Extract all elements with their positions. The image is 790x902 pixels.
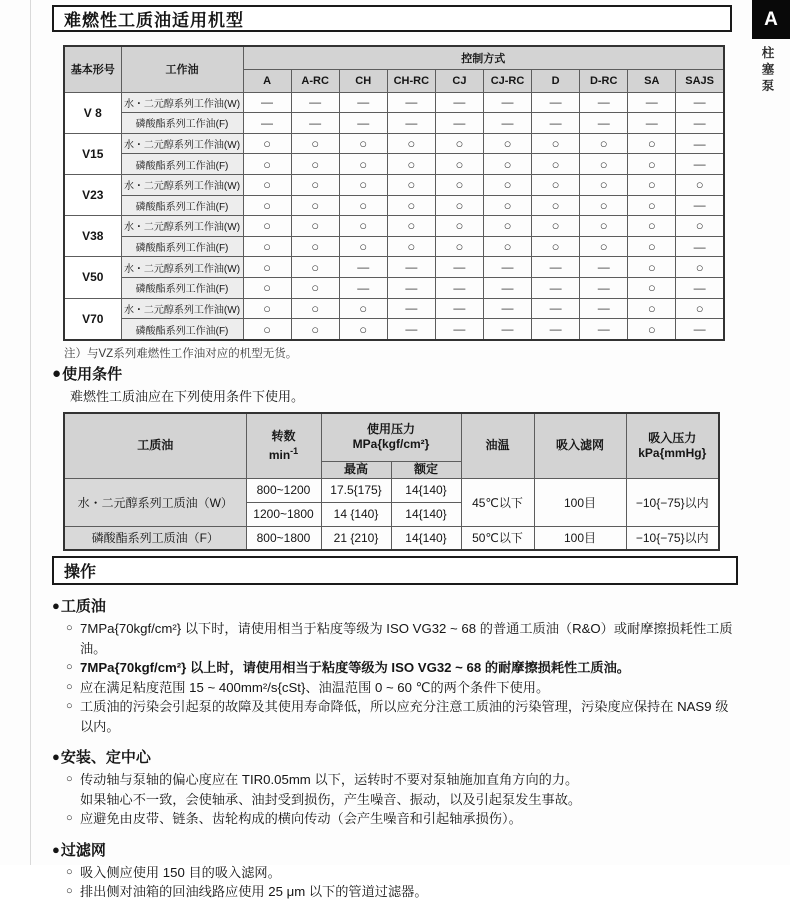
availability-cell: ○ (628, 277, 676, 298)
control-column-header: CH-RC (387, 69, 435, 92)
rated-pressure-cell: 14{140} (391, 478, 461, 502)
availability-cell: — (435, 257, 483, 278)
operation-item-text (80, 770, 738, 809)
max-pressure-cell: 14 {140} (321, 502, 391, 526)
availability-cell: — (339, 257, 387, 278)
bullet-icon: ● (52, 841, 60, 857)
rated-pressure-cell: 14{140} (391, 502, 461, 526)
usage-conditions-intro: 难燃性工质油应在下列使用条件下使用。 (70, 389, 305, 404)
model-name-cell: V 8 (64, 92, 121, 133)
availability-cell: — (387, 257, 435, 278)
availability-cell: ○ (339, 154, 387, 175)
oil-type-cell: 水・二元醇系列工作油(W) (121, 174, 243, 195)
model-row (64, 195, 724, 216)
availability-cell: — (243, 92, 291, 113)
operation-item-text (80, 863, 738, 883)
circle-bullet-icon: ○ (66, 812, 73, 824)
availability-cell: — (676, 113, 724, 134)
page-edge-rule (30, 0, 31, 865)
operation-item-text (80, 697, 738, 736)
availability-cell: ○ (291, 319, 339, 340)
availability-cell: — (580, 277, 628, 298)
operation-item-line: 排出侧对油箱的回油线路应使用 25 μm 以下的管道过滤器。 (80, 884, 428, 899)
availability-cell: ○ (387, 236, 435, 257)
model-name-cell: V50 (64, 257, 121, 298)
availability-cell: — (435, 298, 483, 319)
availability-cell: ○ (483, 174, 531, 195)
availability-cell: ○ (483, 195, 531, 216)
table-note: 注）与VZ系列难燃性工作油对应的机型无货。 (64, 348, 298, 360)
operation-item-text (80, 619, 738, 658)
availability-cell: ○ (532, 154, 580, 175)
availability-cell: — (532, 257, 580, 278)
availability-cell: ○ (628, 133, 676, 154)
speed-header (246, 413, 321, 478)
availability-cell: — (483, 113, 531, 134)
oil-temp-header: 油温 (461, 413, 534, 478)
control-column-header: D (532, 69, 580, 92)
availability-cell: ○ (387, 154, 435, 175)
availability-cell: ○ (243, 133, 291, 154)
availability-cell: ○ (435, 174, 483, 195)
availability-cell: — (580, 298, 628, 319)
oil-type-cell: 磷酸酯系列工作油(F) (121, 113, 243, 134)
availability-cell: ○ (628, 216, 676, 237)
operation-section (52, 839, 738, 902)
pressure-header-unit: MPa{kgf/cm²} (352, 437, 430, 452)
availability-cell: ○ (387, 195, 435, 216)
availability-cell: ○ (628, 257, 676, 278)
conditions-tbody (64, 478, 719, 550)
availability-cell: — (676, 92, 724, 113)
circle-bullet-icon: ○ (66, 680, 73, 693)
availability-cell: — (387, 92, 435, 113)
usage-conditions-title: 使用条件 (62, 366, 123, 383)
availability-cell: ○ (580, 174, 628, 195)
availability-cell: — (435, 113, 483, 134)
availability-cell: — (580, 113, 628, 134)
section-tab: A (752, 0, 790, 39)
circle-bullet-icon: ○ (66, 622, 73, 634)
availability-cell: ○ (339, 319, 387, 340)
oil-temp-cell: 50℃以下 (461, 526, 534, 550)
availability-cell: ○ (435, 133, 483, 154)
rated-pressure-cell: 14{140} (391, 526, 461, 550)
model-name-cell: V38 (64, 216, 121, 257)
circle-bullet-icon: ○ (66, 661, 73, 673)
operation-item (66, 619, 738, 658)
availability-cell: — (435, 319, 483, 340)
control-method-header: 控制方式 (243, 46, 724, 69)
availability-cell: ○ (532, 236, 580, 257)
availability-cell: ○ (243, 236, 291, 257)
availability-cell: ○ (628, 319, 676, 340)
max-pressure-cell: 17.5{175} (321, 478, 391, 502)
availability-cell: ○ (243, 257, 291, 278)
availability-cell: ○ (628, 154, 676, 175)
operation-item-text (80, 678, 738, 698)
oil-type-cell: 磷酸酯系列工作油(F) (121, 236, 243, 257)
availability-cell: ○ (339, 195, 387, 216)
model-name-cell: V15 (64, 133, 121, 174)
availability-cell: — (580, 92, 628, 113)
page-title: 难燃性工质油适用机型 (52, 5, 732, 32)
speed-cell: 800~1800 (246, 526, 321, 550)
availability-cell: ○ (291, 257, 339, 278)
operation-section (52, 595, 738, 736)
availability-cell: — (387, 277, 435, 298)
availability-cell: ○ (339, 298, 387, 319)
condition-row (64, 526, 719, 550)
availability-cell: ○ (243, 174, 291, 195)
availability-cell: — (435, 92, 483, 113)
rated-pressure-header: 额定 (391, 461, 461, 478)
operation-item (66, 882, 738, 902)
availability-cell: — (483, 298, 531, 319)
availability-cell: ○ (435, 216, 483, 237)
fluid-header: 工质油 (64, 413, 246, 478)
availability-cell: ○ (243, 319, 291, 340)
speed-header-label: 转数 (271, 428, 296, 443)
model-name-cell: V23 (64, 174, 121, 215)
availability-cell: — (243, 113, 291, 134)
availability-cell: — (532, 92, 580, 113)
max-pressure-cell: 21 {210} (321, 526, 391, 550)
fluid-cell: 水・二元醇系列工质油（W） (64, 478, 246, 526)
availability-cell: ○ (483, 154, 531, 175)
speed-cell: 800~1200 (246, 478, 321, 502)
availability-cell: — (387, 298, 435, 319)
availability-cell: ○ (483, 133, 531, 154)
operation-item (66, 863, 738, 883)
availability-cell: ○ (339, 216, 387, 237)
model-row (64, 257, 724, 278)
availability-cell: ○ (580, 216, 628, 237)
availability-cell: ○ (532, 195, 580, 216)
availability-cell: — (339, 92, 387, 113)
availability-cell: — (532, 319, 580, 340)
operation-section-heading (52, 746, 738, 767)
model-row (64, 319, 724, 340)
model-row (64, 133, 724, 154)
table-header-row (64, 46, 724, 69)
model-row (64, 298, 724, 319)
pressure-header-label: 使用压力 (366, 422, 415, 437)
control-column-header: CH (339, 69, 387, 92)
sidebar-vertical-label: 柱塞泵 (760, 46, 774, 96)
oil-type-cell: 磷酸酯系列工作油(F) (121, 195, 243, 216)
availability-cell: ○ (532, 174, 580, 195)
availability-cell: ○ (339, 236, 387, 257)
availability-cell: ○ (483, 216, 531, 237)
availability-cell: ○ (532, 133, 580, 154)
operation-item-text (80, 882, 738, 902)
availability-cell: ○ (532, 216, 580, 237)
availability-cell: — (483, 319, 531, 340)
oil-type-cell: 磷酸酯系列工作油(F) (121, 154, 243, 175)
control-column-header: A-RC (291, 69, 339, 92)
operation-area (52, 556, 738, 902)
operation-section-title: 工质油 (60, 598, 106, 615)
usage-conditions-heading (52, 363, 122, 384)
fluid-cell: 磷酸酯系列工质油（F） (64, 526, 246, 550)
oil-type-cell: 水・二元醇系列工作油(W) (121, 257, 243, 278)
model-row (64, 216, 724, 237)
availability-cell: ○ (291, 154, 339, 175)
operation-item-line: 7MPa{70kgf/cm²} 以下时，请使用相当于粘度等级为 ISO VG32 ~ 68 的普通工质油（R&O）或耐摩擦损耗性工质油。 (80, 621, 733, 656)
operation-title-box: 操作 (52, 556, 738, 585)
operation-item-line: 7MPa{70kgf/cm²} 以上时，请使用相当于粘度等级为 ISO VG32 ~ 68 的耐摩擦损耗性工质油。 (80, 660, 630, 675)
operation-item-text (80, 809, 738, 829)
usage-conditions-table (63, 412, 720, 551)
strainer-cell: 100目 (534, 526, 626, 550)
oil-type-cell: 水・二元醇系列工作油(W) (121, 92, 243, 113)
operation-item (66, 809, 738, 829)
availability-cell: — (676, 133, 724, 154)
operation-section-title: 过滤网 (60, 841, 106, 859)
availability-cell: — (580, 319, 628, 340)
availability-cell: ○ (291, 133, 339, 154)
availability-cell: — (532, 298, 580, 319)
availability-cell: ○ (291, 298, 339, 319)
control-column-header: SAJS (676, 69, 724, 92)
availability-cell: — (532, 113, 580, 134)
operation-item-line: 吸入侧应使用 150 目的吸入滤网。 (80, 864, 281, 880)
speed-header-unit: $\min^{-1}$ (268, 445, 299, 462)
model-row (64, 277, 724, 298)
availability-cell: — (580, 257, 628, 278)
operation-section-title: 安装、定中心 (60, 749, 151, 766)
availability-cell: ○ (291, 216, 339, 237)
availability-cell: ○ (387, 133, 435, 154)
control-column-header: CJ (435, 69, 483, 92)
availability-cell: — (339, 113, 387, 134)
circle-bullet-icon: ○ (66, 885, 73, 897)
suction-pressure-header (626, 413, 719, 478)
availability-cell: ○ (291, 236, 339, 257)
availability-cell: — (339, 277, 387, 298)
models-tbody (64, 92, 724, 340)
circle-bullet-icon: ○ (66, 700, 73, 712)
availability-cell: ○ (628, 174, 676, 195)
operation-item-line: 应避免由皮带、链条、齿轮构成的横向传动（会产生噪音和引起轴承损伤）。 (80, 811, 522, 826)
availability-cell: — (483, 277, 531, 298)
circle-bullet-icon: ○ (66, 865, 73, 878)
operation-item (66, 697, 738, 736)
availability-cell: — (676, 154, 724, 175)
availability-cell: — (435, 277, 483, 298)
availability-cell: ○ (339, 133, 387, 154)
model-row (64, 236, 724, 257)
model-row (64, 154, 724, 175)
availability-cell: — (483, 92, 531, 113)
operation-item-line: 应在满足粘度范围 15 ~ 400mm²/s{cSt}、油温范围 0 ~ 60 ℃的两个条件下使用。 (80, 679, 550, 695)
strainer-header: 吸入滤网 (534, 413, 626, 478)
availability-cell: ○ (243, 298, 291, 319)
availability-cell: ○ (291, 195, 339, 216)
operation-item (66, 658, 738, 678)
model-header: 基本形号 (64, 46, 121, 92)
availability-cell: — (483, 257, 531, 278)
availability-cell: ○ (628, 298, 676, 319)
availability-cell: ○ (580, 133, 628, 154)
operation-item-line: 传动轴与泵轴的偏心度应在 TIR0.05mm 以下，运转时不要对泵轴施加直角方向的力。 (80, 772, 579, 787)
availability-cell: ○ (580, 154, 628, 175)
speed-cell: 1200~1800 (246, 502, 321, 526)
availability-cell: ○ (243, 216, 291, 237)
bullet-icon: ● (52, 598, 60, 613)
availability-cell: — (676, 195, 724, 216)
operation-section (52, 746, 738, 829)
model-row (64, 113, 724, 134)
oil-type-cell: 磷酸酯系列工作油(F) (121, 319, 243, 340)
oil-type-cell: 磷酸酯系列工作油(F) (121, 277, 243, 298)
availability-cell: ○ (339, 174, 387, 195)
oil-header: 工作油 (121, 46, 243, 92)
availability-cell: ○ (628, 236, 676, 257)
availability-cell: ○ (676, 257, 724, 278)
suction-header-unit: kPa{mmHg} (638, 445, 707, 460)
control-column-header: CJ-RC (483, 69, 531, 92)
model-row (64, 92, 724, 113)
availability-cell: ○ (483, 236, 531, 257)
availability-cell: ○ (243, 277, 291, 298)
bullet-icon: ● (52, 365, 62, 382)
condition-row (64, 478, 719, 502)
availability-cell: ○ (291, 277, 339, 298)
availability-cell: — (676, 236, 724, 257)
availability-cell: ○ (435, 236, 483, 257)
availability-cell: ○ (676, 216, 724, 237)
applicable-models-table (63, 45, 725, 341)
availability-cell: — (387, 319, 435, 340)
availability-cell: ○ (676, 298, 724, 319)
oil-type-cell: 水・二元醇系列工作油(W) (121, 133, 243, 154)
suction-header-label: 吸入压力 (648, 430, 697, 445)
circle-bullet-icon: ○ (66, 773, 73, 785)
availability-cell: — (387, 113, 435, 134)
suction-pressure-cell: −10{−75}以内 (626, 526, 719, 550)
availability-cell: — (628, 113, 676, 134)
oil-type-cell: 水・二元醇系列工作油(W) (121, 216, 243, 237)
availability-cell: ○ (580, 236, 628, 257)
availability-cell: ○ (243, 195, 291, 216)
control-column-header: A (243, 69, 291, 92)
availability-cell: ○ (435, 195, 483, 216)
conditions-header-row (64, 413, 719, 461)
model-name-cell: V70 (64, 298, 121, 340)
availability-cell: ○ (435, 154, 483, 175)
operation-section-heading (52, 839, 738, 860)
availability-cell: — (291, 92, 339, 113)
suction-pressure-cell: −10{−75}以内 (626, 478, 719, 526)
availability-cell: ○ (628, 195, 676, 216)
availability-cell: ○ (387, 216, 435, 237)
availability-cell: — (676, 277, 724, 298)
operation-sections (52, 595, 738, 902)
operation-section-heading (52, 595, 738, 616)
control-column-header: SA (628, 69, 676, 92)
strainer-cell: 100目 (534, 478, 626, 526)
oil-type-cell: 水・二元醇系列工作油(W) (121, 298, 243, 319)
operation-item-line: 工质油的污染会引起泵的故障及其使用寿命降低，所以应充分注意工质油的污染管理，污染度应保持在 NAS9 级以内。 (80, 699, 729, 734)
model-row (64, 174, 724, 195)
availability-cell: ○ (580, 195, 628, 216)
availability-cell: — (532, 277, 580, 298)
availability-cell: ○ (243, 154, 291, 175)
operation-item (66, 678, 738, 698)
pressure-header (321, 413, 461, 461)
availability-cell: ○ (676, 174, 724, 195)
operation-item (66, 770, 738, 809)
operation-item-line: 如果轴心不一致，会使轴承、油封受到损伤，产生噪音、振动，以及引起泵发生事故。 (80, 791, 582, 807)
control-column-header: D-RC (580, 69, 628, 92)
availability-cell: — (628, 92, 676, 113)
availability-cell: — (676, 319, 724, 340)
oil-temp-cell: 45℃以下 (461, 478, 534, 526)
operation-item-text (80, 658, 738, 678)
availability-cell: — (291, 113, 339, 134)
max-pressure-header: 最高 (321, 461, 391, 478)
availability-cell: ○ (387, 174, 435, 195)
availability-cell: ○ (291, 174, 339, 195)
bullet-icon: ● (52, 749, 60, 764)
